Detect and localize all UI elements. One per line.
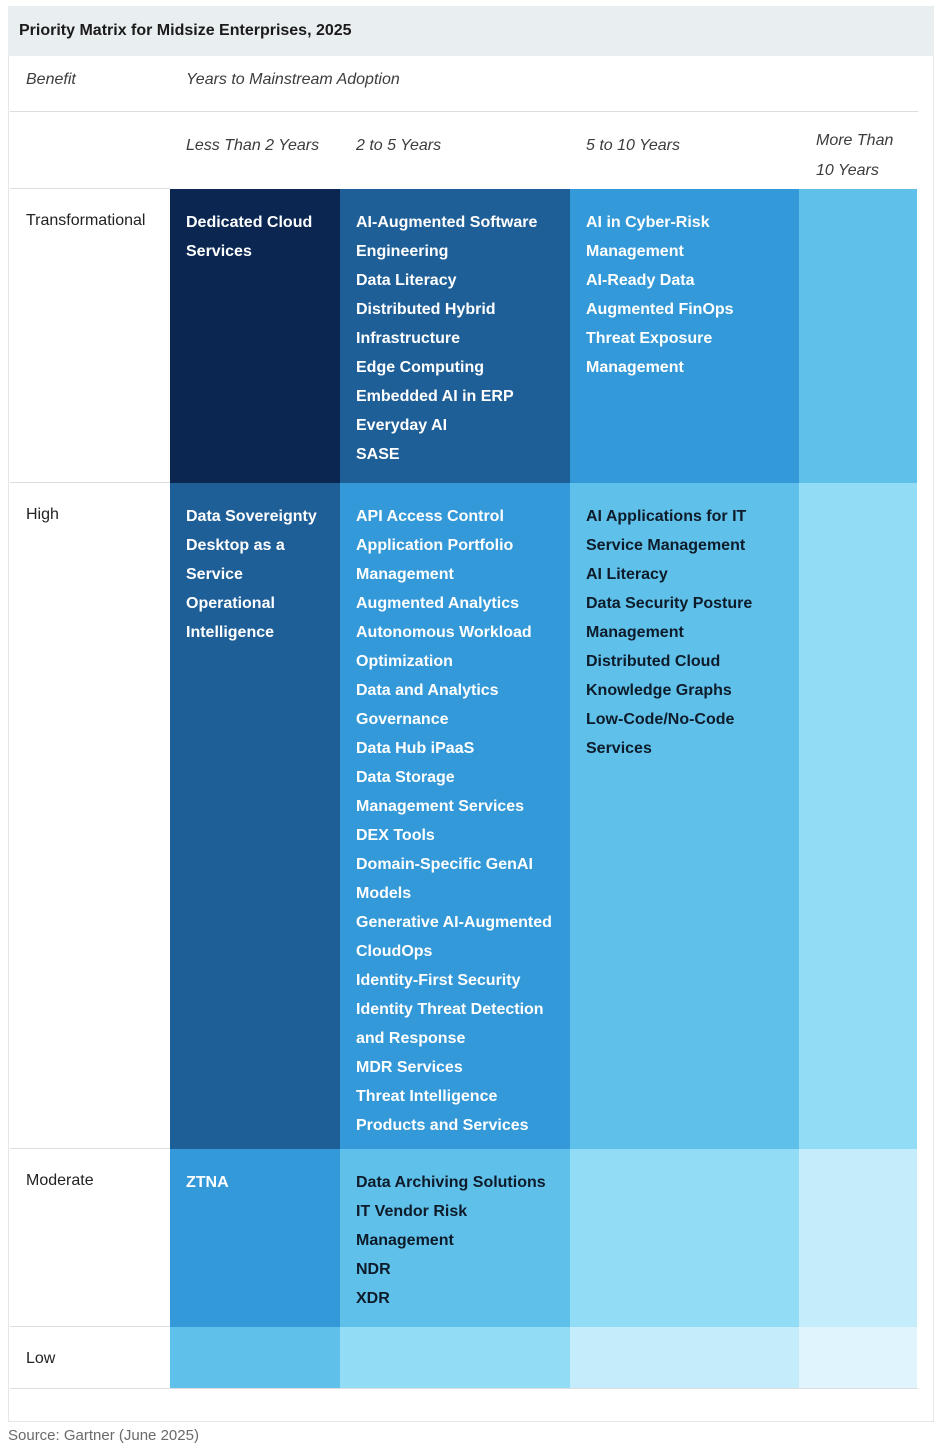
technology-item: Augmented Analytics <box>356 595 519 612</box>
matrix-cell-high-5to10 <box>570 483 799 1149</box>
matrix-cell-moderate-2to5 <box>340 1149 570 1327</box>
technology-item: Data Sovereignty <box>186 508 317 525</box>
technology-item: MDR Services <box>356 1059 463 1076</box>
technology-item: Distributed Cloud <box>586 653 721 670</box>
technology-item: Application Portfolio Management <box>356 537 514 583</box>
technology-item: Augmented FinOps <box>586 301 734 318</box>
technology-item: XDR <box>356 1290 390 1307</box>
technology-item: NDR <box>356 1261 391 1278</box>
source-note: Source: Gartner (June 2025) <box>8 1427 199 1444</box>
technology-item: Knowledge Graphs <box>586 682 732 699</box>
matrix-cell-transformational-2to5 <box>340 189 570 483</box>
benefit-axis-label: Benefit <box>26 71 76 88</box>
chart-title: Priority Matrix for Midsize Enterprises, 2025 <box>19 22 352 39</box>
technology-item: API Access Control <box>356 508 504 525</box>
technology-item: Identity-First Security <box>356 972 521 989</box>
row-label-low: Low <box>26 1350 56 1367</box>
technology-item: Domain-Specific GenAI Models <box>356 856 533 902</box>
row-divider <box>10 1148 170 1149</box>
row-divider <box>10 188 170 189</box>
technology-item: Threat Intelligence Products and Services <box>356 1088 529 1134</box>
matrix-cell-moderate-lt2 <box>170 1149 340 1327</box>
technology-item: Distributed Hybrid Infrastructure <box>356 301 496 347</box>
row-divider <box>10 482 170 483</box>
technology-item: Operational Intelligence <box>186 595 275 641</box>
technology-item: AI in Cyber-Risk Management <box>586 214 710 260</box>
technology-item: AI Applications for IT Service Management <box>586 508 747 554</box>
technology-item: ZTNA <box>186 1174 229 1191</box>
matrix-cell-moderate-5to10 <box>570 1149 799 1327</box>
technology-item: Edge Computing <box>356 359 484 376</box>
technology-item: Data Hub iPaaS <box>356 740 475 757</box>
matrix-cell-low-gt10 <box>799 1327 917 1388</box>
matrix-cell-moderate-gt10 <box>799 1149 917 1327</box>
row-label-moderate: Moderate <box>26 1172 94 1189</box>
column-header: More Than 10 Years <box>816 132 894 179</box>
row-label-transformational: Transformational <box>26 212 146 229</box>
technology-item: AI-Augmented Software Engineering <box>356 214 538 260</box>
column-header: 5 to 10 Years <box>586 137 680 154</box>
header-divider <box>10 111 918 112</box>
technology-item: AI Literacy <box>586 566 668 583</box>
technology-item: Identity Threat Detection and Response <box>356 1001 544 1047</box>
technology-item: Autonomous Workload Optimization <box>356 624 532 670</box>
technology-item: Desktop as a Service <box>186 537 285 583</box>
technology-item: Data Storage Management Services <box>356 769 525 815</box>
technology-item: Dedicated Cloud Services <box>186 214 313 260</box>
technology-item: Generative AI-Augmented CloudOps <box>356 914 552 960</box>
matrix-cell-transformational-lt2 <box>170 189 340 483</box>
technology-item: Data Literacy <box>356 272 457 289</box>
technology-item: IT Vendor Risk Management <box>356 1203 468 1249</box>
column-header: 2 to 5 Years <box>356 137 442 154</box>
matrix-cell-transformational-5to10 <box>570 189 799 483</box>
matrix-cell-low-2to5 <box>340 1327 570 1388</box>
matrix-cell-transformational-gt10 <box>799 189 917 483</box>
technology-item: Data Security Posture Management <box>586 595 753 641</box>
technology-item: Low-Code/No-Code Services <box>586 711 735 757</box>
technology-item: DEX Tools <box>356 827 435 844</box>
row-divider <box>10 1326 170 1327</box>
technology-item: SASE <box>356 446 400 463</box>
column-header: Less Than 2 Years <box>186 137 320 154</box>
technology-item: Data and Analytics Governance <box>356 682 499 728</box>
bottom-divider <box>10 1388 918 1389</box>
matrix-cell-low-5to10 <box>570 1327 799 1388</box>
technology-item: AI-Ready Data <box>586 272 695 289</box>
technology-item: Everyday AI <box>356 417 448 434</box>
row-label-high: High <box>26 506 59 523</box>
technology-item: Threat Exposure Management <box>586 330 713 376</box>
technology-item: Data Archiving Solutions <box>356 1174 546 1191</box>
adoption-axis-label: Years to Mainstream Adoption <box>186 71 400 88</box>
technology-item: Embedded AI in ERP <box>356 388 514 405</box>
matrix-cell-low-lt2 <box>170 1327 340 1388</box>
matrix-cell-high-2to5 <box>340 483 570 1149</box>
matrix-cell-high-lt2 <box>170 483 340 1149</box>
matrix-cell-high-gt10 <box>799 483 917 1149</box>
